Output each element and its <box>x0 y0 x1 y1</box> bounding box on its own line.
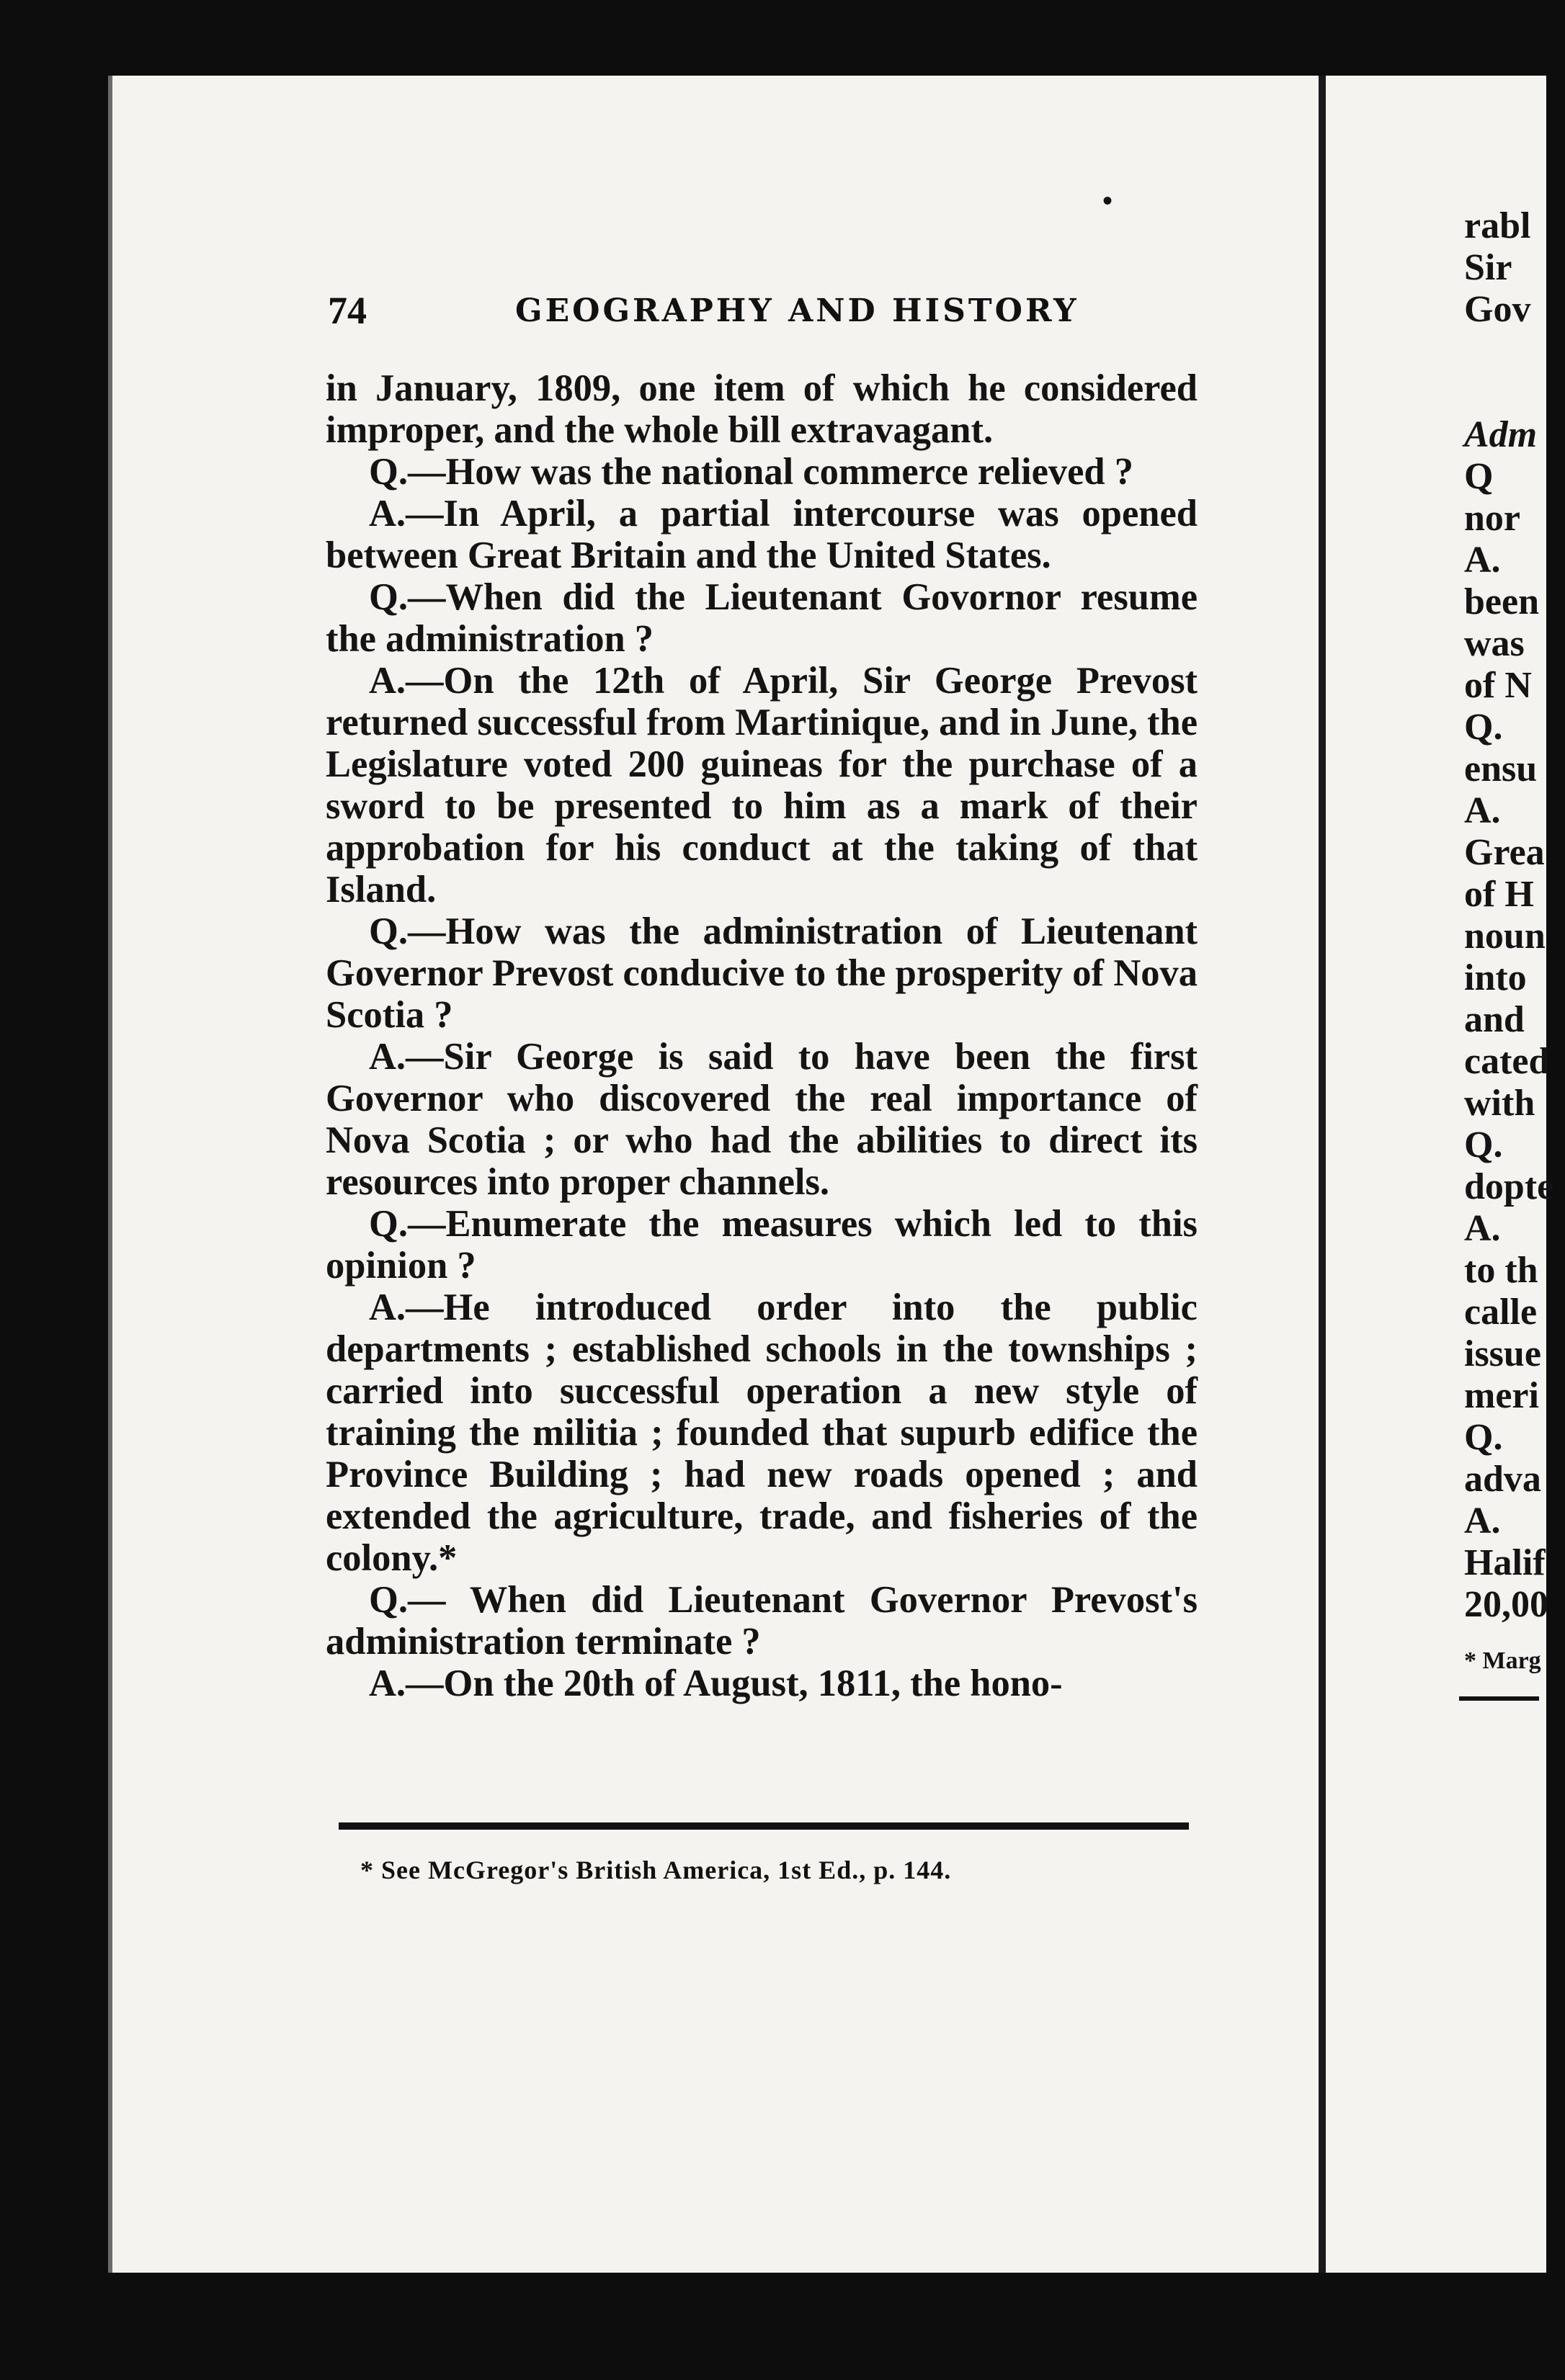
question: Q.—How was the administration of Lieutenant Governor Prevost conducive to the prosperity of Nova Scotia ? <box>326 911 1198 1036</box>
answer: A.—He introduced order into the public departments ; established schools in the townships ; carried into successful operation a new style of training the militia ; founded that supurb edifice the Province Building ; had new roads opened ; and extended the agriculture, trade, and fisheries of the colony.* <box>326 1287 1198 1579</box>
right-line: A. <box>1464 540 1501 581</box>
right-line: Q <box>1464 456 1494 497</box>
right-line: Grea <box>1464 832 1545 873</box>
right-page-text <box>1464 205 1565 1682</box>
footnote-rule <box>339 1822 1189 1830</box>
right-line: nor <box>1464 498 1520 539</box>
footnote: * See McGregor's British America, 1st Ed., p. 144. <box>360 1856 952 1884</box>
answer: A.—In April, a partial intercourse was opened between Great Britain and the United States. <box>326 493 1198 576</box>
right-line: of H <box>1464 874 1534 915</box>
right-footnote: * Marg <box>1464 1647 1541 1674</box>
question: Q.— When did Lieutenant Governor Prevost's administration terminate ? <box>326 1579 1198 1663</box>
right-line: A. <box>1464 1208 1501 1249</box>
right-line: dopte <box>1464 1166 1554 1207</box>
right-line: of N <box>1464 665 1532 706</box>
page-number: 74 <box>328 289 367 332</box>
right-line <box>1464 331 1565 372</box>
body-text <box>326 367 1198 1704</box>
right-line: A. <box>1464 1500 1501 1542</box>
answer: A.—On the 20th of August, 1811, the hono- <box>369 1663 1063 1704</box>
right-line: 20,00 <box>1464 1584 1548 1625</box>
right-line: meri <box>1464 1375 1539 1416</box>
page-header <box>328 288 1196 339</box>
right-line: Q. <box>1464 707 1503 748</box>
question: Q.—When did the Lieutenant Govornor resume the administration ? <box>326 576 1198 660</box>
right-line: noun <box>1464 916 1546 957</box>
right-line: and <box>1464 999 1525 1040</box>
right-line: calle <box>1464 1292 1538 1333</box>
answer: A.—Sir George is said to have been the first Governor who discovered the real importance of Nova Scotia ; or who had the abilities to direct its resources into proper channels. <box>326 1036 1198 1203</box>
right-line: adva <box>1464 1459 1541 1500</box>
right-line: to th <box>1464 1250 1538 1291</box>
right-line: ensu <box>1464 748 1538 789</box>
right-line <box>1464 372 1565 414</box>
answer: A.—On the 12th of April, Sir George Prevost returned successful from Martinique, and in June, the Legislature voted 200 guineas for the purchase of a sword to be presented to him as a mark of their approbation for his conduct at the taking of that Island. <box>326 660 1198 911</box>
right-line: Q. <box>1464 1417 1503 1458</box>
right-line: Halif <box>1464 1542 1546 1583</box>
right-line: Adm <box>1464 414 1538 455</box>
paragraph: in January, 1809, one item of which he considered improper, and the whole bill extravagant. <box>326 367 1198 451</box>
right-line: been <box>1464 581 1539 622</box>
right-line: rabl <box>1464 205 1531 246</box>
print-speck: • <box>1102 184 1113 217</box>
question: Q.—How was the national commerce relieved ? <box>369 451 1133 493</box>
right-footnote-rule <box>1459 1696 1539 1701</box>
right-line: Gov <box>1464 289 1531 330</box>
question: Q.—Enumerate the measures which led to this opinion ? <box>326 1203 1198 1287</box>
right-line: A. <box>1464 790 1501 831</box>
right-line: cated <box>1464 1041 1550 1082</box>
right-line: into <box>1464 957 1527 998</box>
right-line: Sir <box>1464 247 1512 288</box>
right-line: Q. <box>1464 1124 1503 1166</box>
running-title: GEOGRAPHY AND HISTORY <box>515 292 1079 329</box>
right-line: issue <box>1464 1333 1541 1374</box>
right-line: was <box>1464 623 1525 664</box>
right-line: with <box>1464 1083 1535 1124</box>
